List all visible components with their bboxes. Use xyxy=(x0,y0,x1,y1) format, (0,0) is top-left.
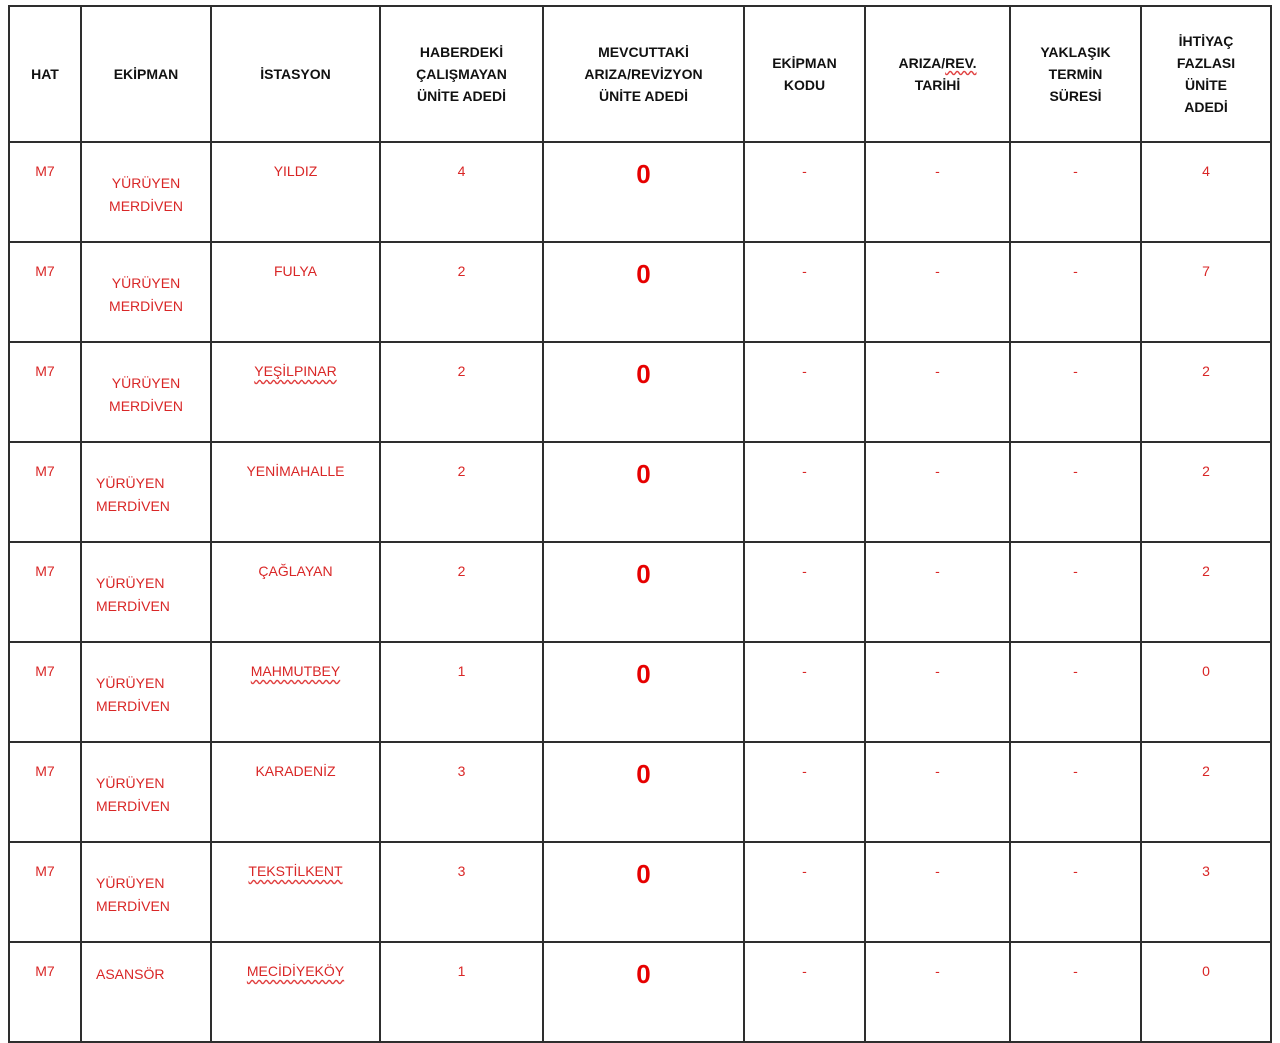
istasyon-name: YEŞİLPINAR xyxy=(254,363,337,379)
ekipman-line: MERDİVEN xyxy=(96,798,170,814)
header-ariza-part: ARIZA/ xyxy=(898,55,946,71)
header-ihtiyac-line: ÜNİTE xyxy=(1185,77,1227,93)
cell-haberdeki: 2 xyxy=(380,542,543,642)
cell-hat: M7 xyxy=(9,742,81,842)
ekipman-line: YÜRÜYEN xyxy=(111,175,181,191)
header-ekipman-kodu-line: EKİPMAN xyxy=(772,55,837,71)
ekipman-line: ASANSÖR xyxy=(96,966,165,982)
table-row xyxy=(9,442,1271,542)
cell-ekipman xyxy=(81,642,211,742)
ekipman-line: MERDİVEN xyxy=(96,698,170,714)
cell-ekipman-kodu: - xyxy=(744,742,865,842)
table-row xyxy=(9,142,1271,242)
ekipman-line: YÜRÜYEN xyxy=(111,375,181,391)
cell-ariza-tarihi: - xyxy=(865,842,1010,942)
cell-ekipman xyxy=(81,242,211,342)
cell-haberdeki: 1 xyxy=(380,942,543,1042)
cell-termin: - xyxy=(1010,342,1141,442)
cell-istasyon xyxy=(211,542,380,642)
header-hat-label: HAT xyxy=(31,66,59,82)
istasyon-name: FULYA xyxy=(273,263,318,279)
cell-istasyon xyxy=(211,442,380,542)
ekipman-line: YÜRÜYEN xyxy=(96,675,165,691)
table-row xyxy=(9,342,1271,442)
header-tarihi-line: TARİHİ xyxy=(914,77,961,93)
cell-termin: - xyxy=(1010,842,1141,942)
header-ariza-tarihi xyxy=(865,6,1010,142)
ekipman-line: MERDİVEN xyxy=(109,298,183,314)
istasyon-name: YENİMAHALLE xyxy=(246,463,345,479)
cell-mevcuttaki: 0 xyxy=(543,342,744,442)
istasyon-name: TEKSTİLKENT xyxy=(248,863,343,879)
table-row xyxy=(9,742,1271,842)
cell-ekipman-kodu: - xyxy=(744,642,865,742)
ekipman-line: YÜRÜYEN xyxy=(96,575,165,591)
header-mevcuttaki xyxy=(543,6,744,142)
cell-hat: M7 xyxy=(9,842,81,942)
table-row xyxy=(9,842,1271,942)
cell-ekipman xyxy=(81,142,211,242)
cell-istasyon xyxy=(211,942,380,1042)
cell-hat: M7 xyxy=(9,942,81,1042)
cell-istasyon xyxy=(211,242,380,342)
table-row xyxy=(9,642,1271,742)
table-row xyxy=(9,242,1271,342)
header-istasyon-label: İSTASYON xyxy=(260,66,331,82)
cell-ihtiyac: 4 xyxy=(1141,142,1271,242)
cell-istasyon xyxy=(211,842,380,942)
ekipman-line: YÜRÜYEN xyxy=(96,875,165,891)
cell-ekipman xyxy=(81,542,211,642)
cell-termin: - xyxy=(1010,442,1141,542)
cell-ekipman-kodu: - xyxy=(744,142,865,242)
header-ariza-line xyxy=(872,52,1003,74)
cell-mevcuttaki: 0 xyxy=(543,142,744,242)
cell-ihtiyac: 2 xyxy=(1141,542,1271,642)
ekipman-line: MERDİVEN xyxy=(109,398,183,414)
cell-hat: M7 xyxy=(9,442,81,542)
cell-termin: - xyxy=(1010,542,1141,642)
cell-mevcuttaki: 0 xyxy=(543,442,744,542)
cell-termin: - xyxy=(1010,742,1141,842)
header-istasyon xyxy=(211,6,380,142)
cell-mevcuttaki: 0 xyxy=(543,742,744,842)
header-ekipman xyxy=(81,6,211,142)
cell-istasyon xyxy=(211,142,380,242)
header-haberdeki-line: HABERDEKİ xyxy=(419,44,504,60)
header-mevcuttaki-line: ARIZA/REVİZYON xyxy=(584,66,703,82)
cell-ariza-tarihi: - xyxy=(865,542,1010,642)
cell-termin: - xyxy=(1010,942,1141,1042)
equipment-status-table xyxy=(8,5,1272,1043)
cell-termin: - xyxy=(1010,242,1141,342)
header-yaklasik-line: TERMİN xyxy=(1048,66,1103,82)
table-body xyxy=(9,142,1271,1042)
cell-hat: M7 xyxy=(9,642,81,742)
cell-ihtiyac: 2 xyxy=(1141,342,1271,442)
cell-ariza-tarihi: - xyxy=(865,142,1010,242)
ekipman-line: MERDİVEN xyxy=(96,598,170,614)
header-mevcuttaki-line: ÜNİTE ADEDİ xyxy=(599,88,688,104)
cell-mevcuttaki: 0 xyxy=(543,542,744,642)
header-ihtiyac-line: FAZLASI xyxy=(1176,55,1236,71)
cell-ihtiyac: 0 xyxy=(1141,942,1271,1042)
cell-mevcuttaki: 0 xyxy=(543,642,744,742)
istasyon-name: YILDIZ xyxy=(273,163,318,179)
cell-ariza-tarihi: - xyxy=(865,442,1010,542)
cell-istasyon xyxy=(211,742,380,842)
header-row xyxy=(9,6,1271,142)
cell-ekipman-kodu: - xyxy=(744,542,865,642)
cell-hat: M7 xyxy=(9,342,81,442)
header-ihtiyac-fazlasi xyxy=(1141,6,1271,142)
cell-haberdeki: 2 xyxy=(380,242,543,342)
header-ekipman-kodu-line: KODU xyxy=(783,77,826,93)
header-haberdeki xyxy=(380,6,543,142)
header-rev-part: REV. xyxy=(945,55,977,71)
ekipman-line: YÜRÜYEN xyxy=(111,275,181,291)
status-table-container xyxy=(8,5,1272,1043)
header-ihtiyac-line: İHTİYAÇ xyxy=(1178,33,1234,49)
cell-haberdeki: 4 xyxy=(380,142,543,242)
cell-ekipman xyxy=(81,942,211,1042)
cell-termin: - xyxy=(1010,142,1141,242)
cell-ihtiyac: 2 xyxy=(1141,742,1271,842)
cell-ekipman-kodu: - xyxy=(744,442,865,542)
cell-mevcuttaki: 0 xyxy=(543,942,744,1042)
cell-ekipman xyxy=(81,842,211,942)
cell-ariza-tarihi: - xyxy=(865,642,1010,742)
cell-ihtiyac: 2 xyxy=(1141,442,1271,542)
cell-ekipman xyxy=(81,742,211,842)
cell-hat: M7 xyxy=(9,242,81,342)
istasyon-name: MAHMUTBEY xyxy=(250,663,341,679)
cell-mevcuttaki: 0 xyxy=(543,242,744,342)
cell-ekipman-kodu: - xyxy=(744,242,865,342)
cell-ekipman xyxy=(81,342,211,442)
cell-ekipman-kodu: - xyxy=(744,342,865,442)
cell-ihtiyac: 0 xyxy=(1141,642,1271,742)
header-yaklasik-termin xyxy=(1010,6,1141,142)
istasyon-name: MECİDİYEKÖY xyxy=(246,963,345,979)
ekipman-line: MERDİVEN xyxy=(96,498,170,514)
cell-ihtiyac: 7 xyxy=(1141,242,1271,342)
cell-istasyon xyxy=(211,342,380,442)
cell-haberdeki: 3 xyxy=(380,842,543,942)
cell-ariza-tarihi: - xyxy=(865,342,1010,442)
header-yaklasik-line: SÜRESİ xyxy=(1049,88,1102,104)
cell-hat: M7 xyxy=(9,142,81,242)
cell-hat: M7 xyxy=(9,542,81,642)
cell-ariza-tarihi: - xyxy=(865,742,1010,842)
cell-haberdeki: 1 xyxy=(380,642,543,742)
cell-mevcuttaki: 0 xyxy=(543,842,744,942)
header-haberdeki-line: ÜNİTE ADEDİ xyxy=(417,88,506,104)
header-mevcuttaki-line: MEVCUTTAKİ xyxy=(598,44,689,60)
table-row xyxy=(9,942,1271,1042)
header-ekipman-label: EKİPMAN xyxy=(113,66,179,82)
header-haberdeki-line: ÇALIŞMAYAN xyxy=(416,66,507,82)
cell-haberdeki: 2 xyxy=(380,342,543,442)
cell-haberdeki: 2 xyxy=(380,442,543,542)
cell-ekipman-kodu: - xyxy=(744,942,865,1042)
istasyon-name: ÇAĞLAYAN xyxy=(258,563,333,579)
cell-ariza-tarihi: - xyxy=(865,942,1010,1042)
header-hat xyxy=(9,6,81,142)
header-yaklasik-line: YAKLAŞIK xyxy=(1040,44,1111,60)
cell-ihtiyac: 3 xyxy=(1141,842,1271,942)
cell-ekipman xyxy=(81,442,211,542)
ekipman-line: YÜRÜYEN xyxy=(96,475,165,491)
istasyon-name: KARADENİZ xyxy=(255,763,336,779)
cell-termin: - xyxy=(1010,642,1141,742)
cell-ekipman-kodu: - xyxy=(744,842,865,942)
ekipman-line: YÜRÜYEN xyxy=(96,775,165,791)
ekipman-line: MERDİVEN xyxy=(96,898,170,914)
cell-istasyon xyxy=(211,642,380,742)
cell-ariza-tarihi: - xyxy=(865,242,1010,342)
table-row xyxy=(9,542,1271,642)
cell-haberdeki: 3 xyxy=(380,742,543,842)
header-ihtiyac-line: ADEDİ xyxy=(1184,99,1228,115)
header-ekipman-kodu xyxy=(744,6,865,142)
ekipman-line: MERDİVEN xyxy=(109,198,183,214)
